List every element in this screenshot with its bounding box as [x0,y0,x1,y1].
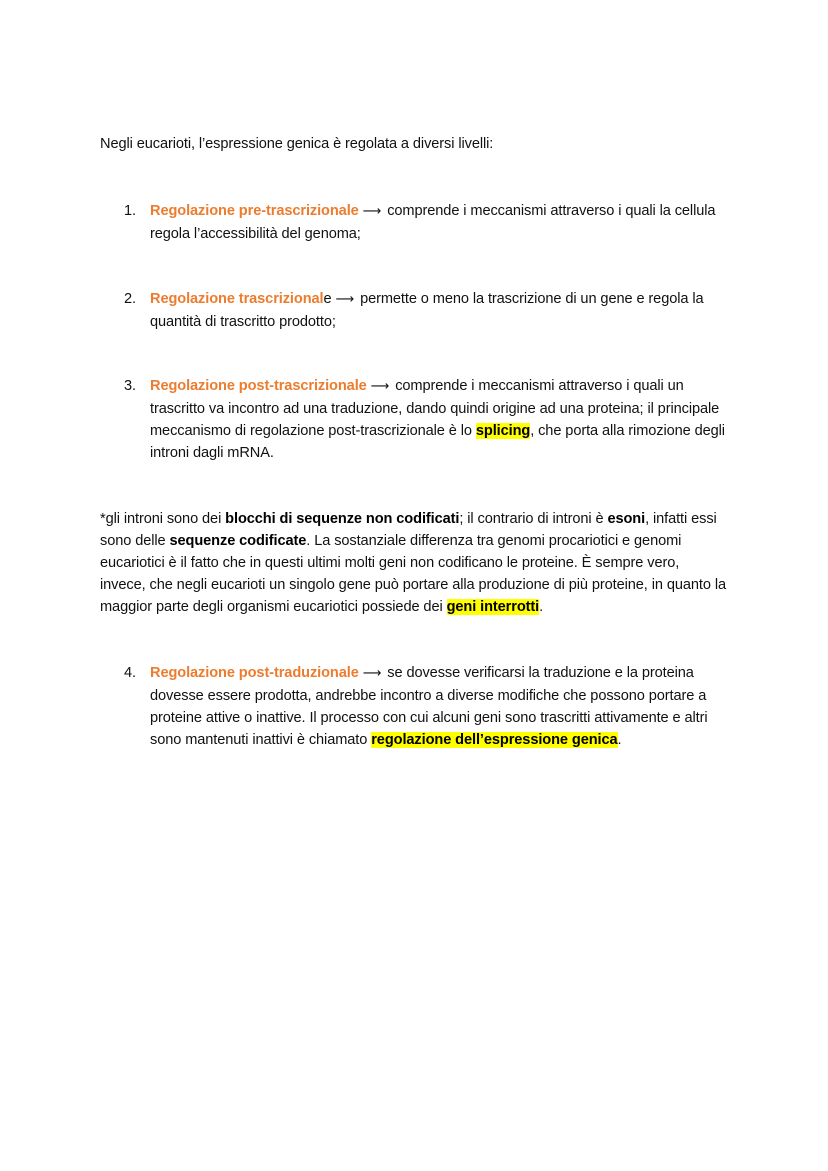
intro-paragraph: Negli eucarioti, l’espressione genica è regolata a diversi livelli: [100,136,494,152]
item-description: se dovesse verificarsi la traduzione e la proteina dovesse essere prodotta, andrebbe incontro a diverse modifiche che possono portare a proteine attive o inattive. Il processo con cui alcuni geni sono trascritti attivamente e altri sono mantenuti inattivi è chiamato [150,665,708,748]
bold-term: esoni [607,511,646,527]
term-tail: e [323,291,332,307]
arrow-icon: ⟶ [362,666,382,681]
list-item-number: 4. [124,665,136,681]
introni-note-paragraph [100,508,728,618]
note-text: *gli introni sono dei [100,511,226,527]
arrow-icon: ⟶ [335,292,355,307]
list-item-4 [124,662,734,751]
item-description-end: , che porta alla rimozione degli introni dagli mRNA. [150,423,725,461]
regulation-term: Regolazione post-traduzionale [150,665,359,681]
item-description: comprende i meccanismi attraverso i quali un trascritto va incontro ad una traduzione, dando quindi origine ad una proteina; il principale meccanismo di regolazione post-trascrizionale è lo [150,378,720,439]
regulation-term: Regolazione pre-trascrizionale [150,203,359,219]
list-item-2 [124,288,734,333]
bold-term: sequenze codificate [169,533,307,549]
arrow-icon: ⟶ [370,379,390,394]
note-text: ; il contrario di introni è [459,511,608,527]
list-item-number: 1. [124,203,136,219]
list-item-3 [124,375,734,464]
bold-term: blocchi di sequenze non codificati [225,511,460,527]
item-description-end: . [617,732,622,748]
list-item-body [150,662,734,751]
regulation-term: Regolazione post-trascrizionale [150,378,367,394]
item-description: comprende i meccanismi attraverso i quali la cellula regola l’accessibilità del genoma; [150,203,716,242]
list-item-number: 3. [124,378,136,394]
list-item-body [150,200,734,245]
list-item-1 [124,200,734,245]
list-item-body [150,375,734,464]
note-text: . [539,599,544,615]
highlighted-term-regolazione-espressione-genica: regolazione dell’espressione genica [371,732,618,748]
list-item-number: 2. [124,291,136,307]
list-item-body [150,288,734,333]
arrow-icon: ⟶ [362,204,382,219]
highlighted-term-splicing: splicing [475,423,531,439]
note-text: , infatti essi sono delle [100,511,717,549]
note-text: . La sostanziale differenza tra genomi procariotici e genomi eucariotici è il fatto che in questi ultimi molti geni non codificano le proteine. È sempre vero, invece, che negli eucarioti un singolo gene può portare alla produzione di più proteine, in quanto la maggior parte degli organismi eucariotici possiede dei [100,533,726,615]
highlighted-term-geni-interrotti: geni interrotti [446,599,540,615]
item-description: permette o meno la trascrizione di un gene e regola la quantità di trascritto prodotto; [150,291,704,330]
regulation-term: Regolazione trascrizional [150,291,324,307]
